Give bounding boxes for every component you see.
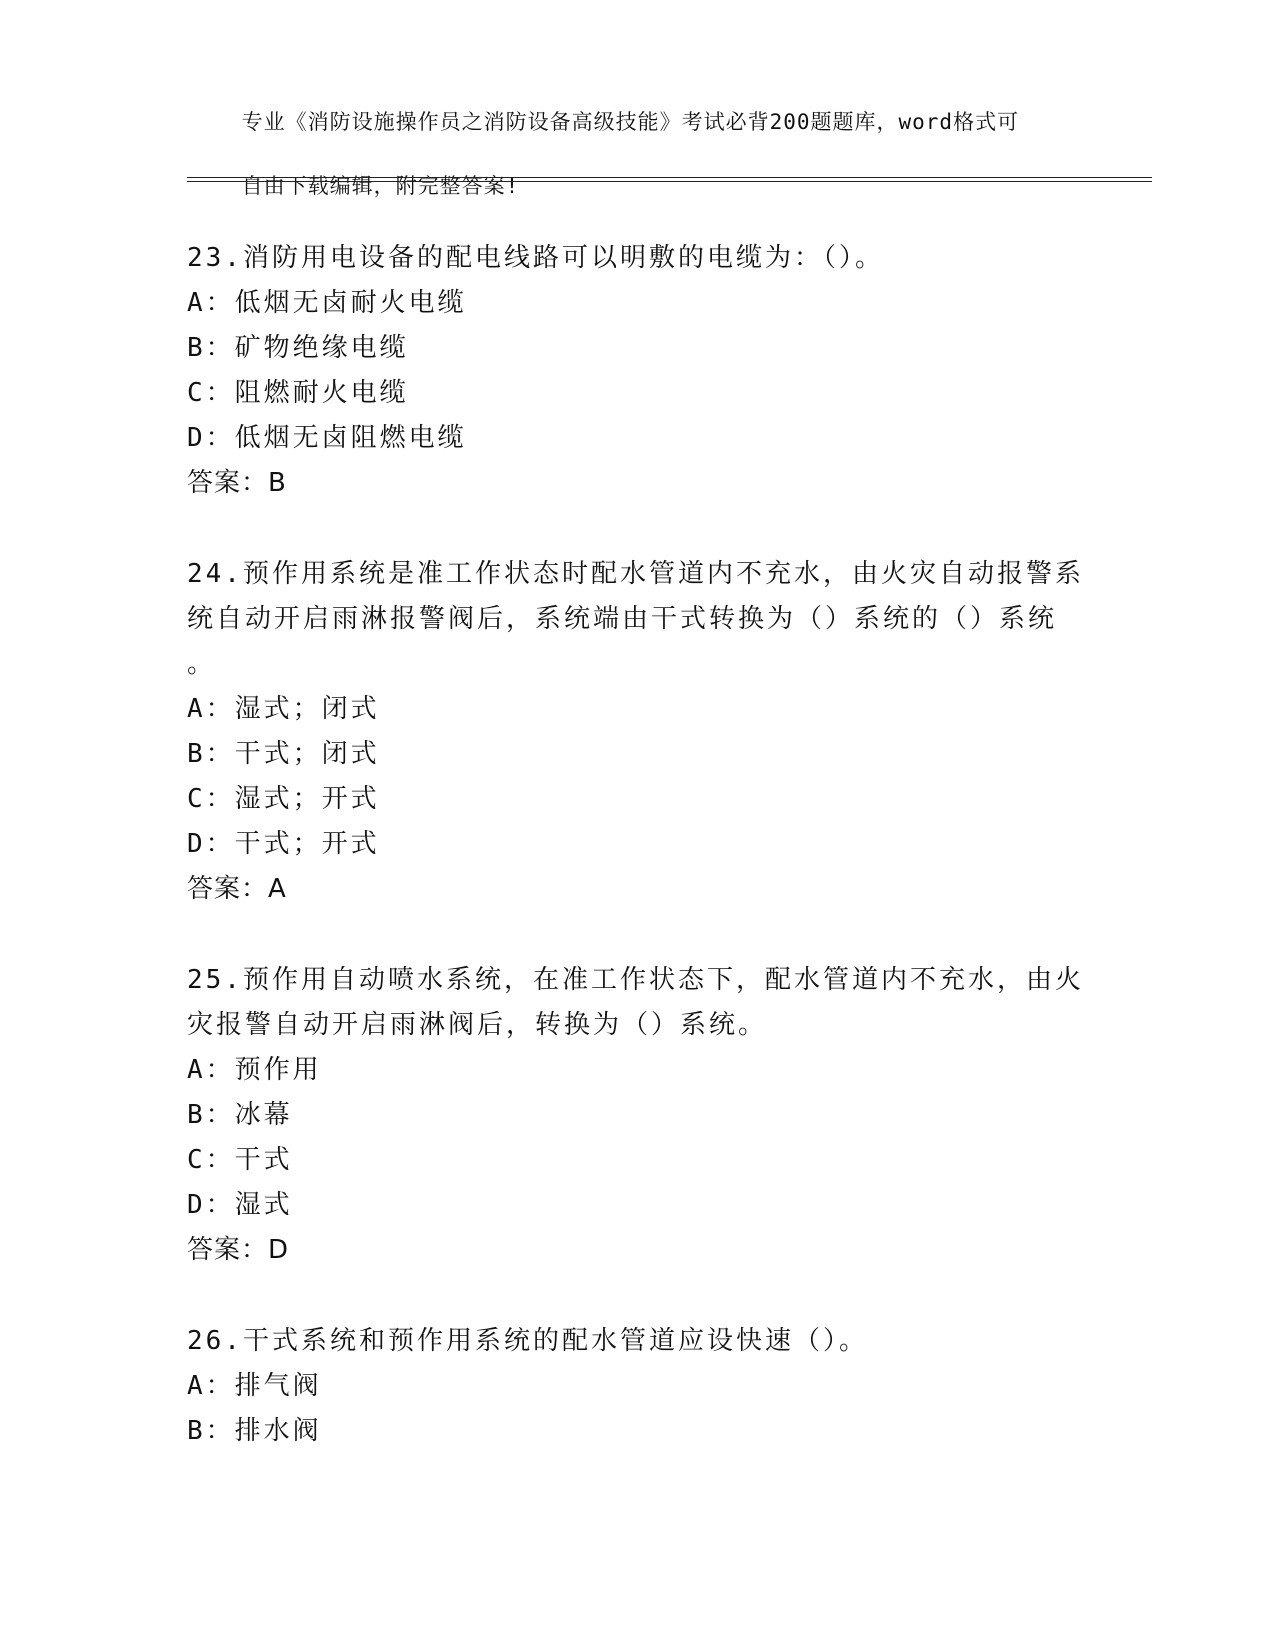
question-24 bbox=[187, 552, 1087, 912]
spacer bbox=[187, 506, 1087, 552]
option-d: D：湿式 bbox=[187, 1190, 293, 1220]
option-b: B：冰幕 bbox=[187, 1100, 293, 1130]
stem-line-3: 。 bbox=[187, 649, 217, 679]
question-26 bbox=[187, 1319, 1087, 1454]
option-b: B：干式；闭式 bbox=[187, 739, 380, 769]
option-a: A：预作用 bbox=[187, 1055, 322, 1085]
option-a: A：湿式；闭式 bbox=[187, 694, 380, 724]
stem-line-1: 24.预作用系统是准工作状态时配水管道内不充水，由火灾自动报警系 bbox=[187, 559, 1084, 589]
answer-label: 答案：B bbox=[187, 468, 287, 498]
option-d: D：低烟无卤阻燃电缆 bbox=[187, 423, 467, 453]
option-c: C：干式 bbox=[187, 1145, 293, 1175]
option-a: A：低烟无卤耐火电缆 bbox=[187, 288, 467, 318]
header-divider-bottom bbox=[187, 181, 1152, 182]
document-header bbox=[187, 74, 1087, 234]
question-stem bbox=[187, 552, 1087, 687]
option-b: B：排水阀 bbox=[187, 1416, 322, 1446]
header-line-2: 自由下载编辑，附完整答案! bbox=[241, 174, 520, 198]
spacer bbox=[187, 912, 1087, 958]
question-23 bbox=[187, 236, 1087, 506]
header-line-1: 专业《消防设施操作员之消防设备高级技能》考试必背200题题库，word格式可 bbox=[241, 110, 1020, 134]
question-list bbox=[187, 236, 1087, 1454]
header-divider-top bbox=[187, 177, 1152, 178]
stem-line-2: 统自动开启雨淋报警阀后，系统端由干式转换为（）系统的（）系统 bbox=[187, 604, 1058, 634]
question-stem bbox=[187, 958, 1087, 1048]
question-stem: 26.干式系统和预作用系统的配水管道应设快速（）。 bbox=[187, 1326, 868, 1356]
answer-label: 答案：A bbox=[187, 874, 287, 904]
question-stem: 23.消防用电设备的配电线路可以明敷的电缆为：（）。 bbox=[187, 243, 884, 273]
stem-line-1: 25.预作用自动喷水系统，在准工作状态下，配水管道内不充水，由火 bbox=[187, 965, 1084, 995]
answer-label: 答案：D bbox=[187, 1235, 290, 1265]
spacer bbox=[187, 1273, 1087, 1319]
option-b: B：矿物绝缘电缆 bbox=[187, 333, 409, 363]
option-d: D：干式；开式 bbox=[187, 829, 380, 859]
option-c: C：阻燃耐火电缆 bbox=[187, 378, 409, 408]
stem-line-2: 灾报警自动开启雨淋阀后，转换为（）系统。 bbox=[187, 1010, 768, 1040]
option-a: A：排气阀 bbox=[187, 1371, 322, 1401]
question-25 bbox=[187, 958, 1087, 1273]
option-c: C：湿式；开式 bbox=[187, 784, 380, 814]
